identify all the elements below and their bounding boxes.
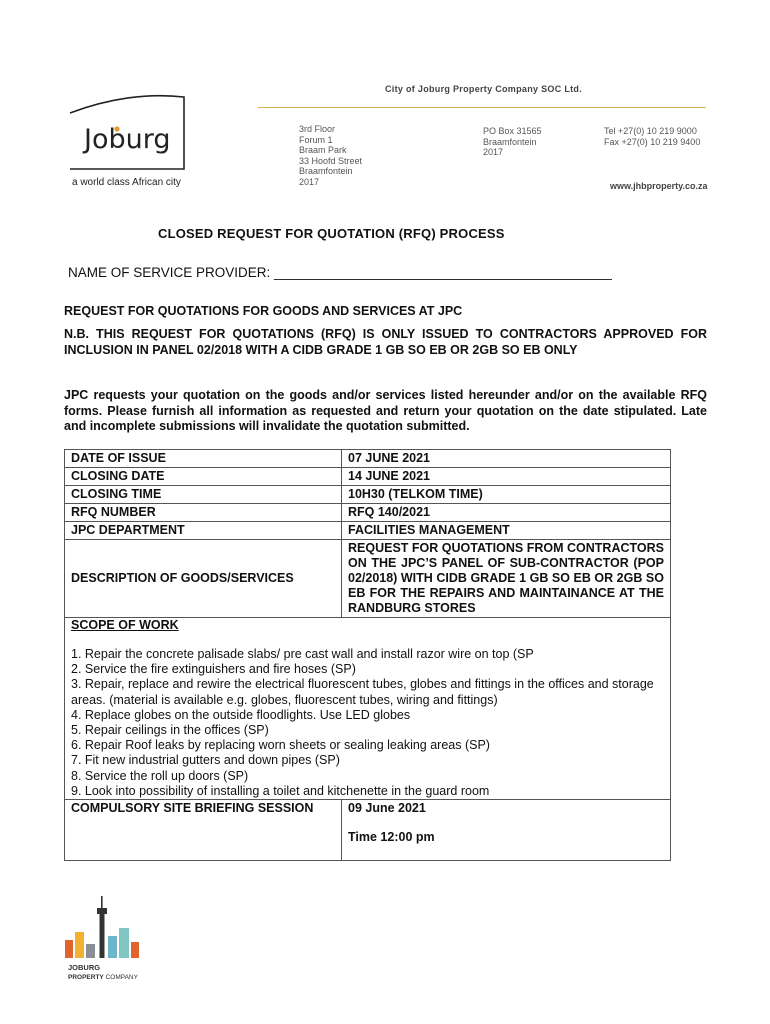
website-link[interactable]: www.jhbproperty.co.za — [610, 181, 708, 191]
contact-numbers: Tel +27(0) 10 219 9000 Fax +27(0) 10 219 9400 — [604, 126, 701, 147]
tower-shaft — [100, 914, 105, 958]
header-divider — [258, 107, 706, 108]
joburg-logo — [68, 93, 186, 171]
description-label: DESCRIPTION OF GOODS/SERVICES — [65, 540, 342, 618]
table-row — [65, 522, 671, 540]
table-row — [65, 450, 671, 468]
street-address: 3rd Floor Forum 1 Braam Park 33 Hoofd Street Braamfontein 2017 — [299, 124, 363, 187]
logo-tagline: a world class African city — [72, 177, 181, 188]
footer-logo-line2: PROPERTY COMPANY — [68, 974, 138, 981]
intro-paragraph: JPC requests your quotation on the goods and/or services listed hereunder and/or on the available RFQ forms. Please furnish all information as requested and return your quotation on the date stipulated. Late and incomplete submissions will invalidate the quotation submitted. — [64, 388, 707, 433]
table-row — [65, 468, 671, 486]
closing-time-label: CLOSING TIME — [65, 486, 342, 504]
nb-notice: N.B. THIS REQUEST FOR QUOTATIONS (RFQ) IS ONLY ISSUED TO CONTRACTORS APPROVED FOR INCLUSION IN PANEL 02/2018 WITH A CIDB GRADE 1 GB SO EB OR 2GB SO EB ONLY — [64, 327, 707, 357]
scope-item: 2. Service the fire extinguishers and fire hoses (SP) — [71, 662, 356, 677]
company-name: City of Joburg Property Company SOC Ltd. — [385, 84, 583, 94]
skyline-bar — [75, 932, 84, 958]
site-briefing-value — [342, 800, 671, 861]
scope-item: 7. Fit new industrial gutters and down pipes (SP) — [71, 753, 340, 768]
date-of-issue-value: 07 JUNE 2021 — [342, 450, 671, 468]
table-row — [65, 486, 671, 504]
scope-item: 3. Repair, replace and rewire the electrical fluorescent tubes, globes and fittings in the offices and storage areas. (material is available e.g. globes, fluorescent tubes, wiring and fittings) — [71, 677, 654, 707]
skyline-bar — [108, 936, 117, 958]
scope-item: 6. Repair Roof leaks by replacing worn sheets or sealing leaking areas (SP) — [71, 738, 490, 753]
scope-item: 8. Service the roll up doors (SP) — [71, 768, 249, 783]
table-row — [65, 504, 671, 522]
department-value: FACILITIES MANAGEMENT — [342, 522, 671, 540]
closing-date-label: CLOSING DATE — [65, 468, 342, 486]
table-row — [65, 540, 671, 618]
scope-item: 4. Replace globes on the outside floodlights. Use LED globes — [71, 707, 411, 722]
rfq-number-value: RFQ 140/2021 — [342, 504, 671, 522]
jpc-footer-logo — [62, 894, 144, 984]
scope-item: 1. Repair the concrete palisade slabs/ pre cast wall and install razor wire on top (SP — [71, 647, 534, 661]
rfq-number-label: RFQ NUMBER — [65, 504, 342, 522]
table-row — [65, 618, 671, 800]
closing-date-value: 14 JUNE 2021 — [342, 468, 671, 486]
skyline-bar — [119, 928, 129, 958]
skyline-bar — [65, 940, 73, 958]
scope-item: 5. Repair ceilings in the offices (SP) — [71, 723, 269, 738]
footer-logo-line1: JOBURG — [68, 963, 101, 972]
skyline-bar — [86, 944, 95, 958]
department-label: JPC DEPARTMENT — [65, 522, 342, 540]
description-value: REQUEST FOR QUOTATIONS FROM CONTRACTORS ON THE JPC’S PANEL OF SUB-CONTRACTOR (POP 02/2018) WITH CIDB GRADE 1 GB SO EB OR 2GB SO EB FOR THE REPAIRS AND MAINTAINANCE AT THE RANDBURG STORES — [342, 540, 671, 618]
rfq-details-table — [64, 449, 671, 861]
briefing-time: Time 12:00 pm — [348, 830, 435, 845]
date-of-issue-label: DATE OF ISSUE — [65, 450, 342, 468]
document-title: CLOSED REQUEST FOR QUOTATION (RFQ) PROCESS — [158, 226, 505, 241]
closing-time-value: 10H30 (TELKOM TIME) — [342, 486, 671, 504]
site-briefing-label: COMPULSORY SITE BRIEFING SESSION — [65, 800, 342, 861]
logo-text: Joburg — [84, 124, 171, 155]
tower-head — [97, 908, 107, 914]
table-row — [65, 800, 671, 861]
postal-address: PO Box 31565 Braamfontein 2017 — [483, 126, 542, 157]
scope-of-work — [65, 618, 671, 800]
briefing-date: 09 June 2021 — [348, 801, 426, 816]
skyline-bar — [131, 942, 139, 958]
scope-item: 9. Look into possibility of installing a toilet and kitchenette in the guard room — [71, 783, 490, 798]
scope-title: SCOPE OF WORK — [71, 618, 179, 632]
rfq-heading: REQUEST FOR QUOTATIONS FOR GOODS AND SERVICES AT JPC — [64, 304, 463, 318]
service-provider-line: NAME OF SERVICE PROVIDER: _____________________________________________ — [68, 265, 612, 280]
